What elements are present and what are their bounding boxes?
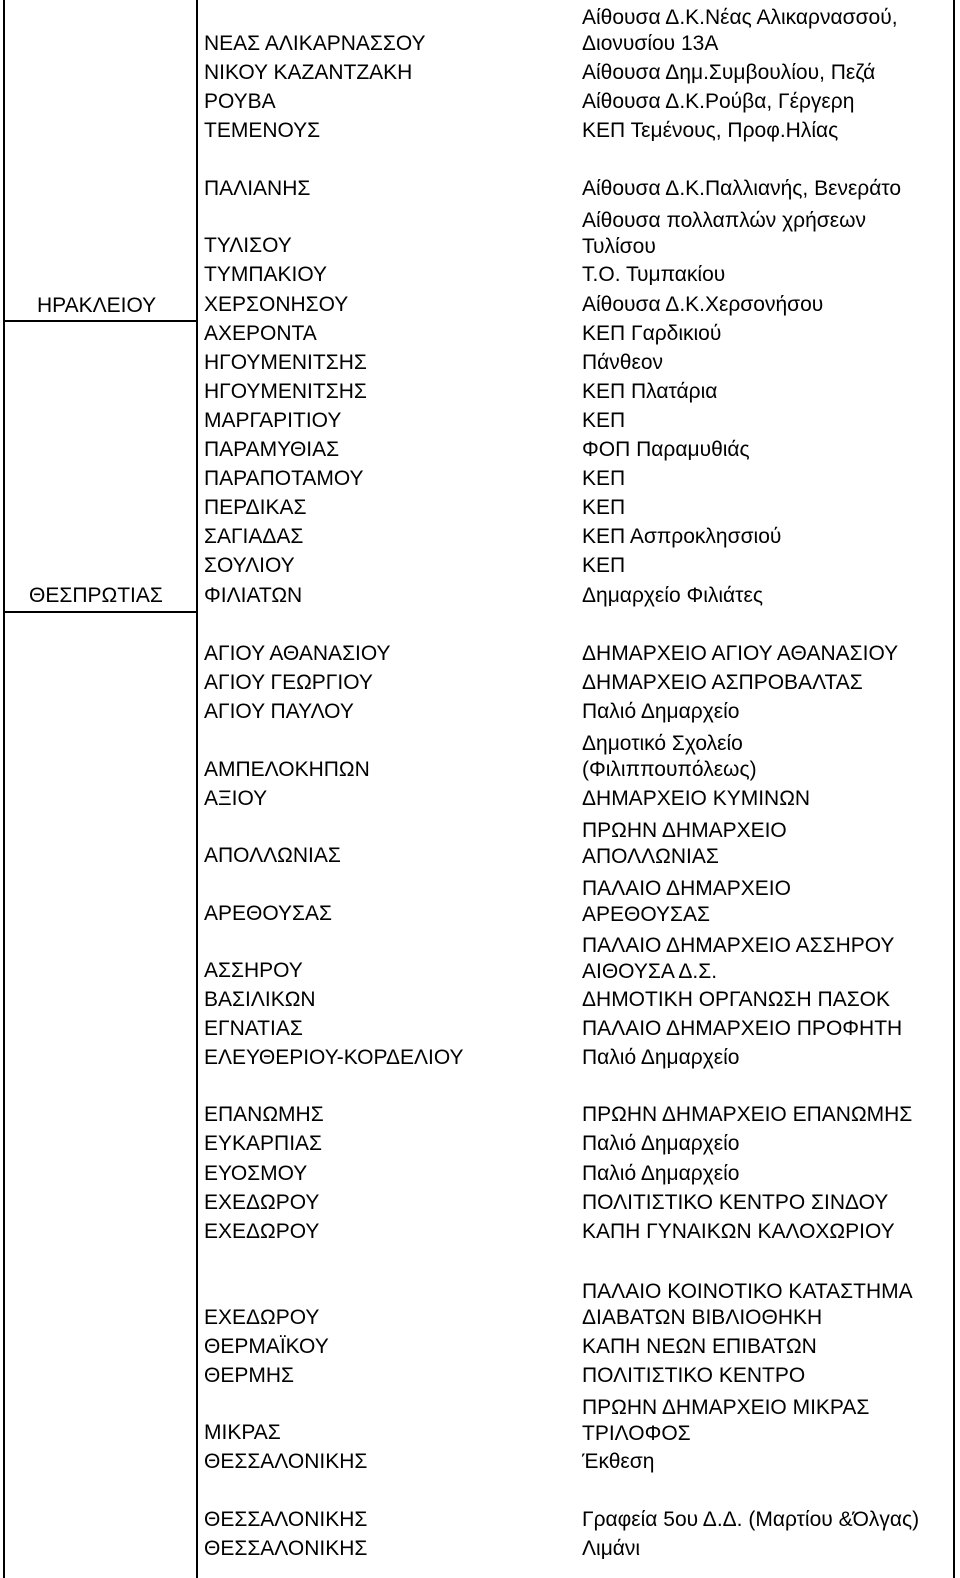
municipality-cell: ΑΜΠΕΛΟΚΗΠΩΝ	[204, 758, 370, 781]
location-cell: ΚΕΠ Ασπροκλησσιού	[582, 525, 782, 548]
location-cell: Αίθουσα Δ.Κ.Χερσονήσου	[582, 293, 824, 316]
municipality-cell: ΣΑΓΙΑΔΑΣ	[204, 525, 304, 548]
location-cell: ΔΙΑΒΑΤΩΝ ΒΙΒΛΙΟΘΗΚΗ	[582, 1306, 823, 1329]
location-cell: ΚΕΠ	[582, 409, 626, 432]
region-divider	[3, 611, 197, 613]
location-cell: ΚΕΠ	[582, 496, 626, 519]
location-cell: ΠΑΛΑΙΟ ΔΗΜΑΡΧΕΙΟ	[582, 877, 791, 900]
location-cell: Αίθουσα Δ.Κ.Νέας Αλικαρνασσού,	[582, 6, 898, 29]
location-cell: Έκθεση	[582, 1450, 655, 1473]
location-cell: ΚΕΠ	[582, 554, 626, 577]
location-cell: ΤΡΙΛΟΦΟΣ	[582, 1422, 691, 1445]
municipality-cell: ΕΧΕΔΩΡΟΥ	[204, 1306, 320, 1329]
location-cell: Δημοτικό Σχολείο	[582, 732, 743, 755]
municipality-cell: ΕΛΕΥΘΕΡΙΟΥ-ΚΟΡΔΕΛΙΟΥ	[204, 1046, 464, 1069]
location-cell: ΑΡΕΘΟΥΣΑΣ	[582, 903, 710, 926]
location-cell: ΚΑΠΗ ΝΕΩΝ ΕΠΙΒΑΤΩΝ	[582, 1335, 817, 1358]
municipality-cell: ΝΙΚΟΥ ΚΑΖΑΝΤΖΑΚΗ	[204, 61, 413, 84]
municipality-cell: ΘΕΣΣΑΛΟΝΙΚΗΣ	[204, 1537, 368, 1560]
region-label: ΘΕΣΠΡΩΤΙΑΣ	[29, 584, 163, 607]
location-cell: ΠΟΛΙΤΙΣΤΙΚΟ ΚΕΝΤΡΟ	[582, 1364, 806, 1387]
municipality-cell: ΠΕΡΔΙΚΑΣ	[204, 496, 307, 519]
location-cell: Λιμάνι	[582, 1537, 641, 1560]
municipality-cell: ΑΓΙΟΥ ΑΘΑΝΑΣΙΟΥ	[204, 642, 391, 665]
municipality-cell: ΤΕΜΕΝΟΥΣ	[204, 119, 321, 142]
municipality-cell: ΦΙΛΙΑΤΩΝ	[204, 584, 303, 607]
location-cell: ΠΡΩΗΝ ΔΗΜΑΡΧΕΙΟ ΜΙΚΡΑΣ	[582, 1396, 870, 1419]
municipality-cell: ΕΧΕΔΩΡΟΥ	[204, 1220, 320, 1243]
municipality-cell: ΝΕΑΣ ΑΛΙΚΑΡΝΑΣΣΟΥ	[204, 32, 426, 55]
municipality-cell: ΒΑΣΙΛΙΚΩΝ	[204, 988, 316, 1011]
municipality-cell: ΕΧΕΔΩΡΟΥ	[204, 1191, 320, 1214]
location-cell: ΠΑΛΑΙΟ ΚΟΙΝΟΤΙΚΟ ΚΑΤΑΣΤΗΜΑ	[582, 1280, 913, 1303]
location-cell: ΚΑΠΗ ΓΥΝΑΙΚΩΝ ΚΑΛΟΧΩΡΙΟΥ	[582, 1220, 895, 1243]
location-cell: ΠΡΩΗΝ ΔΗΜΑΡΧΕΙΟ	[582, 819, 787, 842]
region-label: ΗΡΑΚΛΕΙΟΥ	[37, 294, 157, 317]
location-cell: ΠΟΛΙΤΙΣΤΙΚΟ ΚΕΝΤΡΟ ΣΙΝΔΟΥ	[582, 1191, 889, 1214]
location-cell: Παλιό Δημαρχείο	[582, 1046, 740, 1069]
municipality-cell: ΑΓΙΟΥ ΓΕΩΡΓΙΟΥ	[204, 671, 373, 694]
municipality-cell: ΤΥΜΠΑΚΙΟΥ	[204, 263, 328, 286]
region-divider	[3, 320, 197, 322]
municipality-cell: ΠΑΡΑΠΟΤΑΜΟΥ	[204, 467, 364, 490]
municipality-cell: ΗΓΟΥΜΕΝΙΤΣΗΣ	[204, 351, 367, 374]
location-cell: ΠΑΛΑΙΟ ΔΗΜΑΡΧΕΙΟ ΠΡΟΦΗΤΗ	[582, 1017, 903, 1040]
location-cell: ΔΗΜΑΡΧΕΙΟ ΚΥΜΙΝΩΝ	[582, 787, 811, 810]
municipality-cell: ΑΡΕΘΟΥΣΑΣ	[204, 902, 332, 925]
municipality-cell: ΧΕΡΣΟΝΗΣΟΥ	[204, 293, 349, 316]
municipality-cell: ΕΠΑΝΩΜΗΣ	[204, 1103, 324, 1126]
location-cell: ΚΕΠ Γαρδικιού	[582, 322, 722, 345]
municipality-cell: ΕΥΟΣΜΟΥ	[204, 1162, 308, 1185]
location-cell: Γραφεία 5ου Δ.Δ. (Μαρτίου &Όλγας)	[582, 1508, 920, 1531]
location-cell: Τυλίσου	[582, 235, 656, 258]
location-cell: ΔΗΜΟΤΙΚΗ ΟΡΓΑΝΩΣΗ ΠΑΣΟΚ	[582, 988, 891, 1011]
municipality-cell: ΘΕΣΣΑΛΟΝΙΚΗΣ	[204, 1450, 368, 1473]
municipality-cell: ΣΟΥΛΙΟΥ	[204, 554, 295, 577]
location-cell: Παλιό Δημαρχείο	[582, 1162, 740, 1185]
municipality-cell: ΕΓΝΑΤΙΑΣ	[204, 1017, 303, 1040]
location-cell: Αίθουσα Δ.Κ.Ρούβα, Γέργερη	[582, 90, 855, 113]
municipality-cell: ΑΣΣΗΡΟΥ	[204, 959, 303, 982]
municipality-cell: ΘΕΡΜΗΣ	[204, 1364, 294, 1387]
location-cell: Δημαρχείο Φιλιάτες	[582, 584, 763, 607]
location-cell: Παλιό Δημαρχείο	[582, 700, 740, 723]
location-cell: ΠΡΩΗΝ ΔΗΜΑΡΧΕΙΟ ΕΠΑΝΩΜΗΣ	[582, 1103, 913, 1126]
table-left-border	[3, 0, 5, 1578]
municipality-cell: ΠΑΛΙΑΝΗΣ	[204, 177, 311, 200]
municipality-cell: ΠΑΡΑΜΥΘΙΑΣ	[204, 438, 340, 461]
location-cell: ΔΗΜΑΡΧΕΙΟ ΑΓΙΟΥ ΑΘΑΝΑΣΙΟΥ	[582, 642, 899, 665]
location-cell: ΦΟΠ Παραμυθιάς	[582, 438, 750, 461]
municipality-cell: ΑΞΙΟΥ	[204, 787, 268, 810]
location-cell: Αίθουσα πολλαπλών χρήσεων	[582, 209, 867, 232]
municipality-cell: ΜΑΡΓΑΡΙΤΙΟΥ	[204, 409, 342, 432]
location-cell: Αίθουσα Δημ.Συμβουλίου, Πεζά	[582, 61, 876, 84]
municipality-cell: ΕΥΚΑΡΠΙΑΣ	[204, 1132, 323, 1155]
municipality-cell: ΑΠΟΛΛΩΝΙΑΣ	[204, 844, 341, 867]
municipality-cell: ΤΥΛΙΣΟΥ	[204, 234, 292, 257]
municipality-cell: ΘΕΣΣΑΛΟΝΙΚΗΣ	[204, 1508, 368, 1531]
location-cell: Παλιό Δημαρχείο	[582, 1132, 740, 1155]
municipality-cell: ΑΧΕΡΟΝΤΑ	[204, 322, 317, 345]
location-cell: Πάνθεον	[582, 351, 664, 374]
municipality-cell: ΗΓΟΥΜΕΝΙΤΣΗΣ	[204, 380, 367, 403]
location-cell: Τ.Ο. Τυμπακίου	[582, 263, 726, 286]
location-cell: ΠΑΛΑΙΟ ΔΗΜΑΡΧΕΙΟ ΑΣΣΗΡΟΥ	[582, 934, 895, 957]
table-right-border	[953, 0, 955, 1578]
location-cell: Διονυσίου 13Α	[582, 32, 719, 55]
municipality-cell: ΡΟΥΒΑ	[204, 90, 276, 113]
column-divider	[196, 0, 198, 1578]
municipality-cell: ΜΙΚΡΑΣ	[204, 1421, 281, 1444]
location-cell: ΑΠΟΛΛΩΝΙΑΣ	[582, 845, 719, 868]
location-cell: (Φιλιππουπόλεως)	[582, 758, 757, 781]
location-cell: ΚΕΠ	[582, 467, 626, 490]
location-cell: ΑΙΘΟΥΣΑ Δ.Σ.	[582, 960, 718, 983]
location-cell: ΚΕΠ Πλατάρια	[582, 380, 718, 403]
municipality-cell: ΘΕΡΜΑΪΚΟΥ	[204, 1335, 329, 1358]
location-cell: ΚΕΠ Τεμένους, Προφ.Ηλίας	[582, 119, 839, 142]
municipality-cell: ΑΓΙΟΥ ΠΑΥΛΟΥ	[204, 700, 354, 723]
location-cell: ΔΗΜΑΡΧΕΙΟ ΑΣΠΡΟΒΑΛΤΑΣ	[582, 671, 863, 694]
location-cell: Αίθουσα Δ.Κ.Παλλιανής, Βενεράτο	[582, 177, 902, 200]
